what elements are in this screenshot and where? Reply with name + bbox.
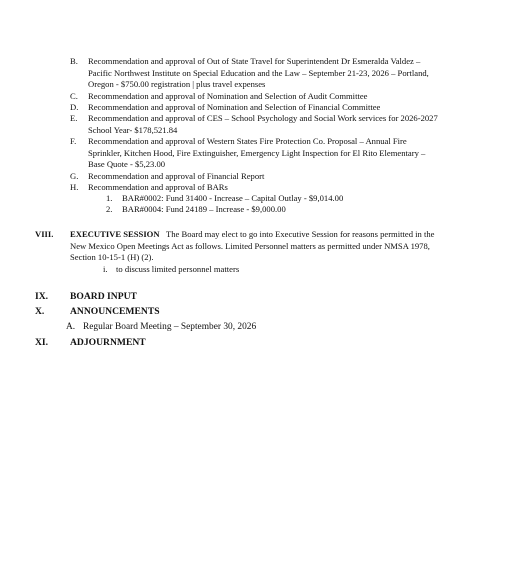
section-heading: BOARD INPUT — [70, 291, 137, 302]
item-line: Recommendation and approval of Out of State Travel for Superintendent Dr Esmeralda Valdez – — [88, 56, 421, 66]
item-letter: C. — [70, 91, 78, 101]
item-line: Base Quote - $5,23.00 — [88, 159, 166, 169]
item-line: Pacific Northwest Institute on Special Education and the Law – September 21-23, 2026 – Portland, — [88, 67, 429, 78]
item-letter: E. — [70, 113, 78, 123]
executive-sub-text: to discuss limited personnel matters — [116, 263, 240, 274]
item-line: Recommendation and approval of Nomination and Selection of Financial Committee — [88, 102, 381, 112]
section-number: VIII. — [35, 229, 54, 239]
section-heading: EXECUTIVE SESSION — [70, 229, 160, 239]
item-line: Recommendation and approval of Financial Report — [88, 171, 265, 181]
executive-line-1 — [70, 229, 435, 239]
item-line: Oregon - $750.00 registration | plus travel expenses — [88, 79, 266, 89]
executive-sub-number: i. — [103, 263, 108, 274]
announcement-text: Regular Board Meeting – September 30, 2026 — [83, 322, 257, 332]
item-line: School Year- $178,521.84 — [88, 124, 178, 135]
item-letter: H. — [70, 182, 79, 192]
item-line: Recommendation and approval of Nomination and Selection of Audit Committee — [88, 91, 368, 101]
section-number: IX. — [35, 291, 49, 302]
item-line: Sprinkler, Kitchen Hood, Fire Extinguisher, Emergency Light Inspection for El Rito Elementary – — [88, 147, 426, 158]
item-letter: G. — [70, 171, 79, 181]
bar-number: 1. — [106, 193, 113, 203]
item-letter: B. — [70, 56, 78, 66]
item-letter: F. — [70, 136, 77, 146]
bar-text: BAR#0002: Fund 31400 - Increase – Capital Outlay - $9,014.00 — [122, 193, 344, 203]
item-line: Recommendation and approval of BARs — [88, 182, 228, 192]
section-heading: ANNOUNCEMENTS — [70, 306, 160, 317]
executive-line-2: New Mexico Open Meetings Act as follows. Limited Personnel matters as permitted under NMSA 1978, — [70, 240, 430, 251]
section-heading: ADJOURNMENT — [70, 337, 146, 348]
executive-text: The Board may elect to go into Executive Session for reasons permitted in the — [166, 229, 435, 239]
bar-number: 2. — [106, 204, 113, 214]
item-line: Recommendation and approval of Western States Fire Protection Co. Proposal – Annual Fire — [88, 136, 407, 146]
item-letter: D. — [70, 102, 79, 112]
section-number: XI. — [35, 337, 49, 348]
section-number: X. — [35, 306, 45, 317]
bar-text: BAR#0004: Fund 24189 – Increase - $9,000.00 — [122, 204, 286, 214]
item-line: Recommendation and approval of CES – School Psychology and Social Work services for 2026-2027 — [88, 113, 438, 123]
executive-line-3: Section 10-15-1 (H) (2). — [70, 252, 154, 262]
item-letter: A. — [66, 322, 76, 332]
